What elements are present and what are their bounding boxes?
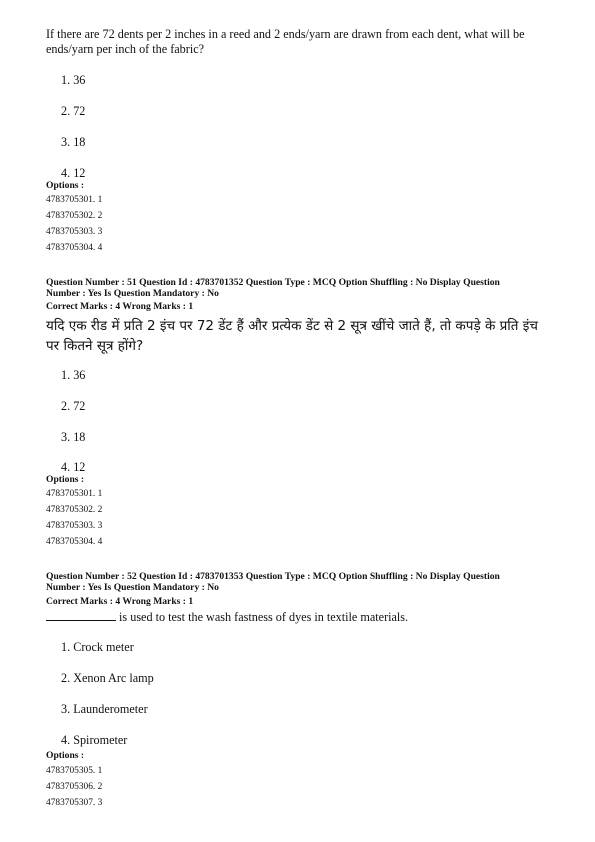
question-52-option-id-3: 4783705307. 3 [46, 798, 103, 808]
question-50-text: If there are 72 dents per 2 inches in a reed and 2 ends/yarn are drawn from each dent, what will be ends/yarn per inch of the fabric? [46, 27, 525, 56]
question-51-option-2: 2. 72 [61, 399, 86, 413]
fill-in-blank-line [46, 610, 116, 621]
question-50-option-id-2: 4783705302. 2 [46, 211, 103, 221]
question-52-option-2: 2. Xenon Arc lamp [61, 671, 154, 685]
question-51-meta-line-2: Number : Yes Is Question Mandatory : No [46, 288, 219, 299]
question-50-options-label: Options : [46, 180, 85, 191]
question-52-options-label: Options : [46, 750, 85, 761]
question-51-option-1: 1. 36 [61, 368, 86, 382]
question-52-option-1: 1. Crock meter [61, 640, 134, 654]
question-51-meta-line-1: Question Number : 51 Question Id : 4783701352 Question Type : MCQ Option Shuffling : No Display Question [46, 277, 500, 288]
question-50-option-4: 4. 12 [61, 166, 86, 180]
question-52-option-4: 4. Spirometer [61, 733, 128, 747]
question-52-marks: Correct Marks : 4 Wrong Marks : 1 [46, 596, 194, 607]
question-52-meta-line-1: Question Number : 52 Question Id : 4783701353 Question Type : MCQ Option Shuffling : No Display Question [46, 571, 500, 582]
question-51-option-4: 4. 12 [61, 460, 86, 474]
question-52-stem [46, 610, 555, 625]
question-52-meta-line-2: Number : Yes Is Question Mandatory : No [46, 582, 219, 593]
question-50-option-id-1: 4783705301. 1 [46, 195, 103, 205]
question-51-option-id-1: 4783705301. 1 [46, 489, 103, 499]
question-50-option-id-4: 4783705304. 4 [46, 243, 103, 253]
question-51-options-label: Options : [46, 474, 85, 485]
question-50-option-2: 2. 72 [61, 104, 86, 118]
question-52-option-id-1: 4783705305. 1 [46, 766, 103, 776]
question-51-text: यदि एक रीड में प्रति 2 इंच पर 72 डेंट हैं और प्रत्येक डेंट से 2 सूत्र खींचे जाते हैं, तो कपड़े के प्रति इंच पर कितने सूत्र होंगे? [46, 318, 538, 354]
question-52-option-3: 3. Launderometer [61, 702, 148, 716]
question-51-option-id-3: 4783705303. 3 [46, 521, 103, 531]
question-52-text: is used to test the wash fastness of dyes in textile materials. [119, 610, 409, 624]
question-50-option-3: 3. 18 [61, 135, 86, 149]
question-51-option-id-4: 4783705304. 4 [46, 537, 103, 547]
question-50-option-1: 1. 36 [61, 73, 86, 87]
question-50-option-id-3: 4783705303. 3 [46, 227, 103, 237]
question-51-marks: Correct Marks : 4 Wrong Marks : 1 [46, 301, 194, 312]
question-51-option-3: 3. 18 [61, 430, 86, 444]
question-51-option-id-2: 4783705302. 2 [46, 505, 103, 515]
question-52-option-id-2: 4783705306. 2 [46, 782, 103, 792]
